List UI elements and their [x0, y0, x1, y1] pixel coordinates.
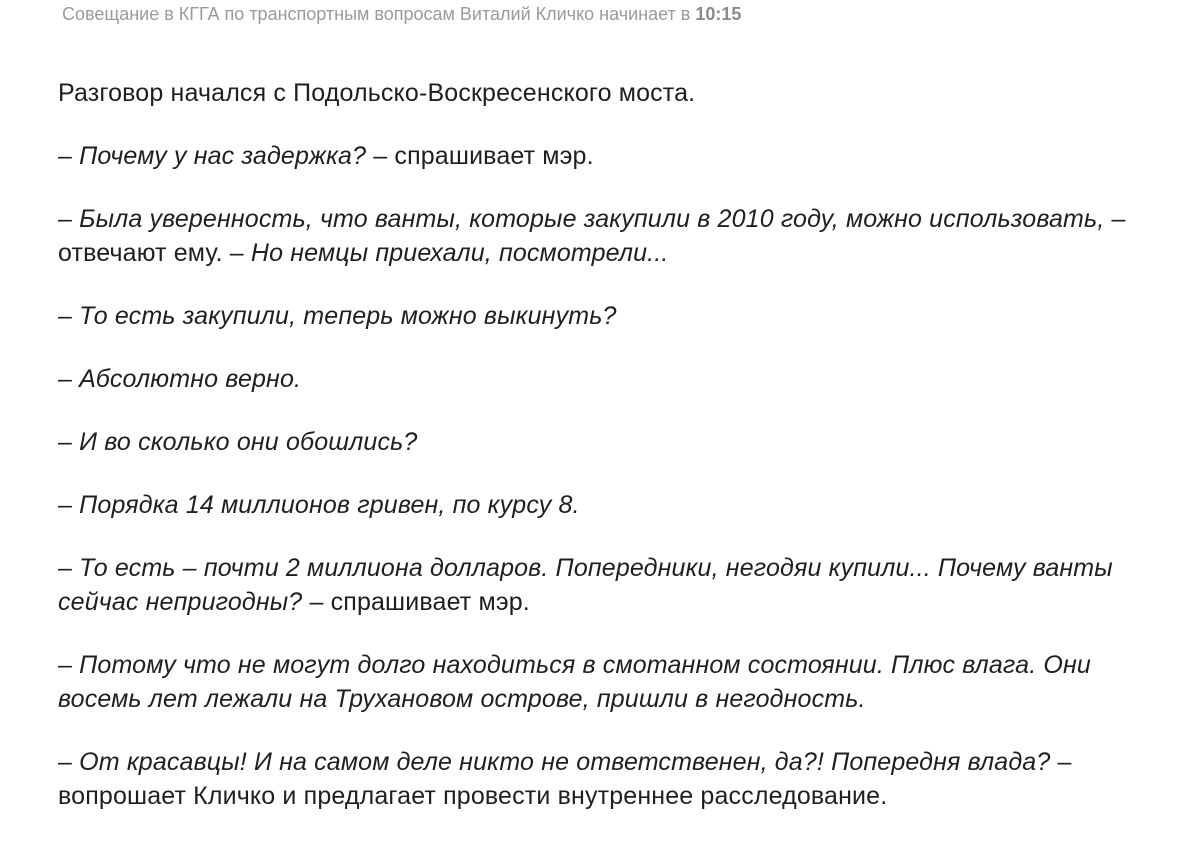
paragraph-question-throw-away: – То есть закупили, теперь можно выкинуть?: [58, 302, 617, 330]
announcement-text: Совещание в КГГА по транспортным вопросам Виталий Кличко начинает в: [62, 4, 691, 24]
paragraph-klitschko-response: [58, 745, 1158, 813]
paragraph-answer-cost: – Порядка 14 миллионов гривен, по курсу 8.: [58, 491, 580, 519]
quote-attribution: – вопрошает Кличко и предлагает провести внутреннее расследование.: [58, 748, 1072, 810]
quote-italic: – То есть – почти 2 миллиона долларов. Попередники, негодяи купили... Почему ванты сейчас непригодны?: [58, 554, 1113, 616]
quote-italic: – Была уверенность, что ванты, которые закупили в 2010 году, можно использовать,: [58, 205, 1105, 233]
paragraph-answer-correct: – Абсолютно верно.: [58, 365, 302, 393]
paragraph-question-delay: [58, 139, 1158, 173]
article-body: [58, 76, 1158, 842]
paragraph-question-unusable: [58, 551, 1158, 619]
quote-italic-continued: Но немцы приехали, посмотрели...: [250, 239, 669, 267]
paragraph-question-cost: – И во сколько они обошлись?: [58, 428, 418, 456]
quote-italic: – От красавцы! И на самом деле никто не ответственен, да?! Попередня влада?: [58, 748, 1051, 776]
quote-attribution: – спрашивает мэр.: [302, 588, 530, 616]
announcement-time: 10:15: [695, 4, 742, 24]
meeting-announcement: [62, 2, 741, 26]
quote-attribution: – спрашивает мэр.: [366, 142, 594, 170]
paragraph-answer-moisture: – Потому что не могут долго находиться в смотанном состоянии. Плюс влага. Они восемь лет лежали на Трухановом острове, пришли в негодность.: [58, 651, 1091, 713]
quote-italic: – Почему у нас задержка?: [58, 142, 367, 170]
paragraph-lead: Разговор начался с Подольско-Воскресенского моста.: [58, 79, 696, 107]
paragraph-answer-cables: [58, 202, 1158, 270]
quote-attribution: – отвечают ему. –: [58, 205, 1126, 267]
